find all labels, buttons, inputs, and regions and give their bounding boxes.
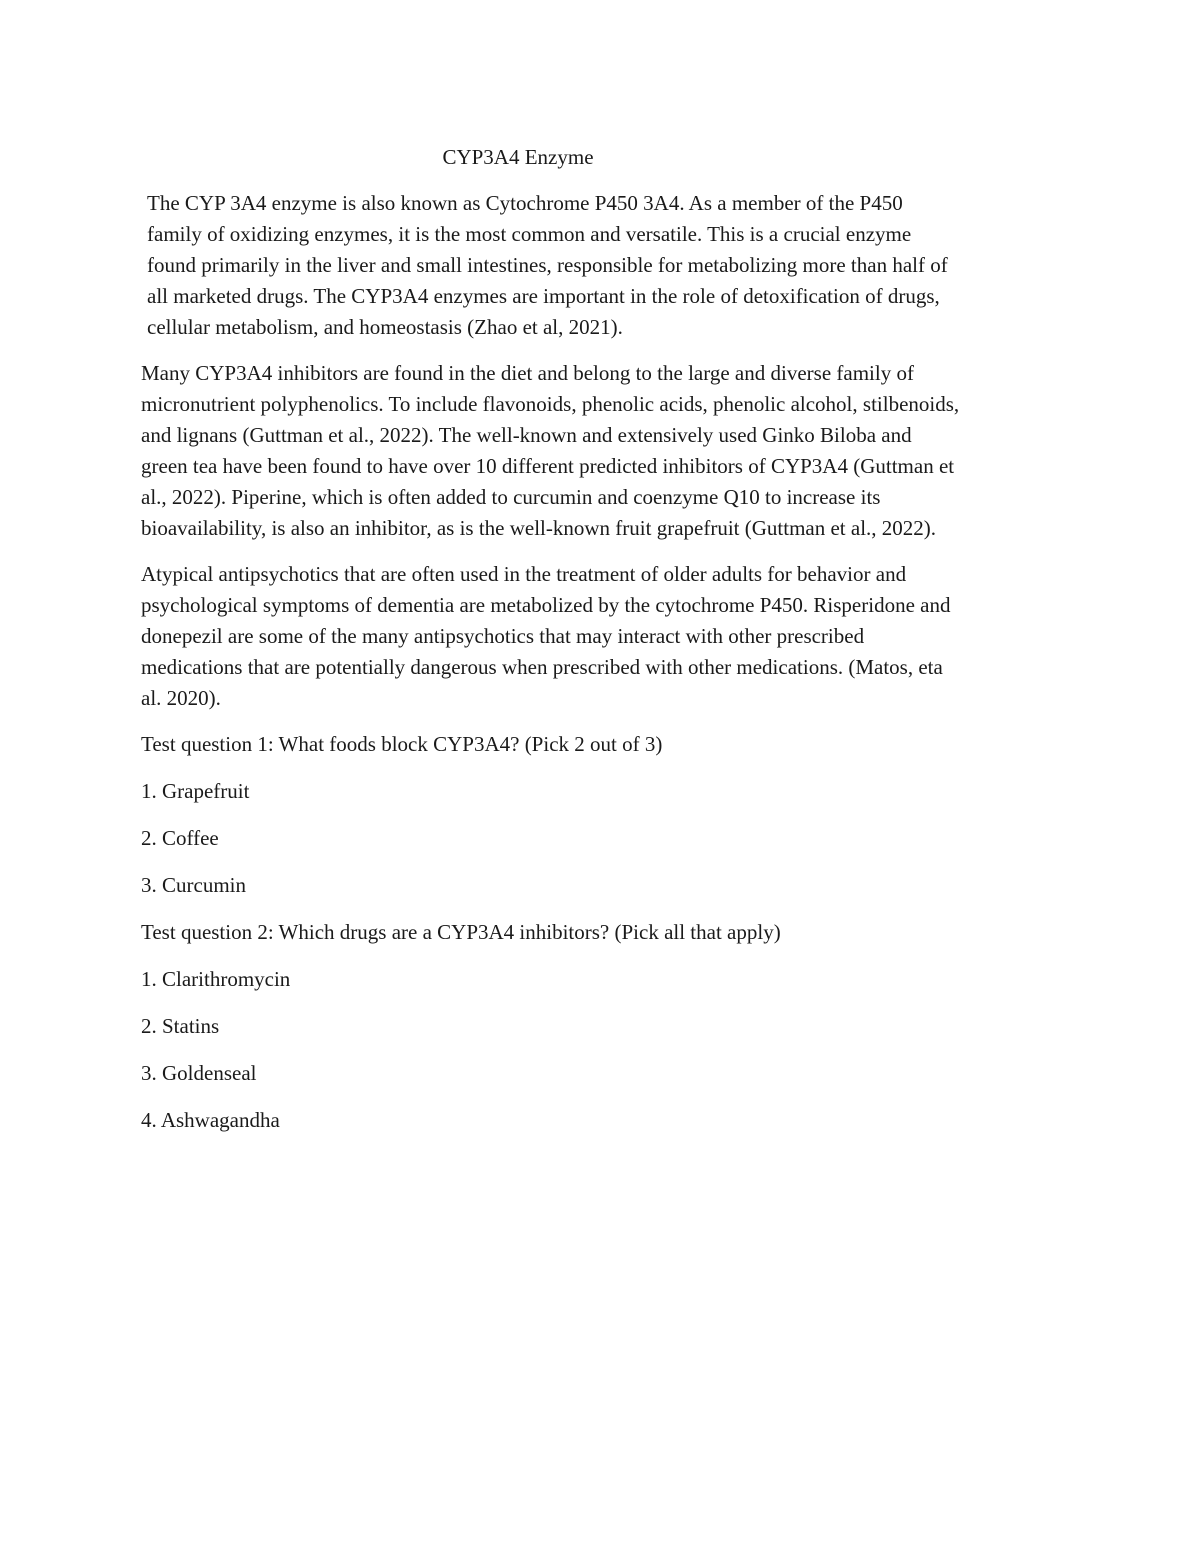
document-title: CYP3A4 Enzyme [442,145,594,169]
paragraph-intro: The CYP 3A4 enzyme is also known as Cytochrome P450 3A4. As a member of the P450 family of oxidizing enzymes, it is the most common and versatile. This is a crucial enzyme found primarily in the liver and small intestines, responsible for metabolizing more than half of all marketed drugs. The CYP3A4 enzymes are important in the role of detoxification of drugs, cellular metabolism, and homeostasis (Zhao et al, 2021). [147,191,948,339]
question-1-prompt: Test question 1: What foods block CYP3A4? (Pick 2 out of 3) [141,732,663,756]
question-1-option: 3. Curcumin [141,873,246,897]
question-2-option: 3. Goldenseal [141,1061,257,1085]
question-2-prompt: Test question 2: Which drugs are a CYP3A4 inhibitors? (Pick all that apply) [141,920,781,944]
question-2-option: 4. Ashwagandha [141,1108,280,1132]
question-1-option: 2. Coffee [141,826,219,850]
paragraph-antipsychotics: Atypical antipsychotics that are often used in the treatment of older adults for behavior and psychological symptoms of dementia are metabolized by the cytochrome P450. Risperidone and donepezil are some of the many antipsychotics that may interact with other prescribed medications that are potentially dangerous when prescribed with other medications. (Matos, eta al. 2020). [141,562,951,710]
document-body [141,188,1071,1152]
question-2-option: 1. Clarithromycin [141,967,291,991]
paragraph-inhibitors: Many CYP3A4 inhibitors are found in the diet and belong to the large and diverse family of micronutrient polyphenolics. To include flavonoids, phenolic acids, phenolic alcohol, stilbenoids, and lignans (Guttman et al., 2022). The well-known and extensively used Ginko Biloba and green tea have been found to have over 10 different predicted inhibitors of CYP3A4 (Guttman et al., 2022). Piperine, which is often added to curcumin and coenzyme Q10 to increase its bioavailability, is also an inhibitor, as is the well-known fruit grapefruit (Guttman et al., 2022). [141,361,960,540]
question-2-option: 2. Statins [141,1014,220,1038]
question-1-option: 1. Grapefruit [141,779,250,803]
